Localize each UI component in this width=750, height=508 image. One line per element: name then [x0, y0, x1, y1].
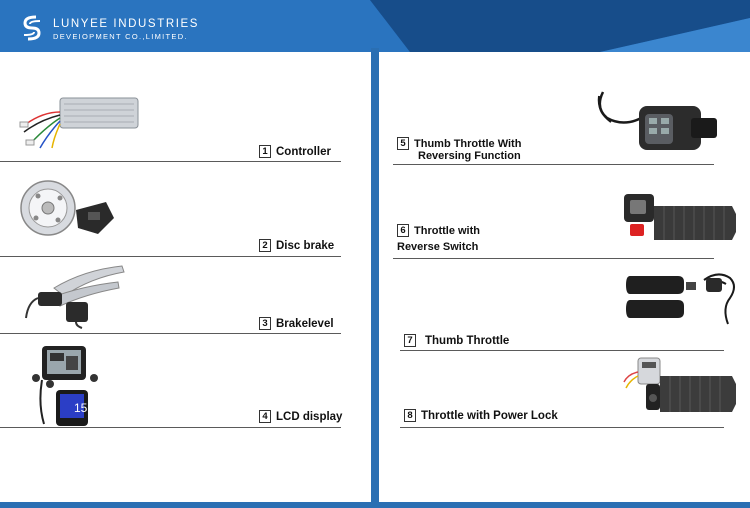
product-name-5-line2: Reversing Function — [418, 150, 521, 162]
separator-2 — [0, 256, 341, 257]
product-label-2 — [259, 239, 334, 252]
svg-text:15: 15 — [74, 401, 88, 415]
throttle-power-lock-icon — [622, 354, 740, 416]
product-number-5: 5 — [397, 137, 409, 150]
product-number-4: 4 — [259, 410, 271, 423]
product-name-7: Thumb Throttle — [425, 334, 510, 347]
throttle-reverse-switch-icon — [620, 188, 740, 244]
product-name-6-line2: Reverse Switch — [397, 241, 479, 253]
product-name-3: Brakelevel — [276, 317, 334, 330]
product-name-5-line1: Thumb Throttle With — [414, 137, 522, 150]
double-s-logo-icon — [20, 14, 44, 42]
separator-3 — [0, 333, 341, 334]
product-label-8 — [404, 409, 558, 422]
lcd-display-icon — [30, 344, 110, 430]
brand-name: LUNYEE INDUSTRIES — [53, 18, 200, 30]
thumb-throttle-icon — [622, 268, 740, 328]
product-label-4 — [259, 410, 342, 423]
separator-6 — [393, 258, 714, 259]
disc-brake-icon — [18, 172, 118, 244]
product-name-1: Controller — [276, 145, 331, 158]
footer-bar — [0, 502, 750, 508]
product-name-2: Disc brake — [276, 239, 335, 252]
product-name-4: LCD display — [276, 410, 343, 423]
brand-subtitle: DEVEIOPMENT CO.,LIMITED. — [53, 32, 188, 41]
product-label-3 — [259, 317, 334, 330]
product-label-6 — [397, 224, 480, 253]
product-number-1: 1 — [259, 145, 271, 158]
product-name-6-line1: Throttle with — [414, 224, 480, 237]
center-divider — [371, 48, 379, 508]
product-label-5 — [397, 137, 521, 162]
separator-5 — [393, 164, 714, 165]
product-number-7: 7 — [404, 334, 416, 347]
product-name-8: Throttle with Power Lock — [421, 409, 558, 422]
product-number-2: 2 — [259, 239, 271, 252]
product-number-6: 6 — [397, 224, 409, 237]
product-number-8: 8 — [404, 409, 416, 422]
separator-7 — [400, 350, 724, 351]
product-number-3: 3 — [259, 317, 271, 330]
product-label-7 — [404, 334, 509, 347]
controller-icon — [18, 82, 143, 154]
separator-8 — [400, 427, 724, 428]
product-label-1 — [259, 145, 331, 158]
thumb-throttle-reverse-icon — [595, 88, 720, 154]
brake-lever-icon — [24, 262, 129, 330]
separator-1 — [0, 161, 341, 162]
separator-4 — [0, 427, 341, 428]
